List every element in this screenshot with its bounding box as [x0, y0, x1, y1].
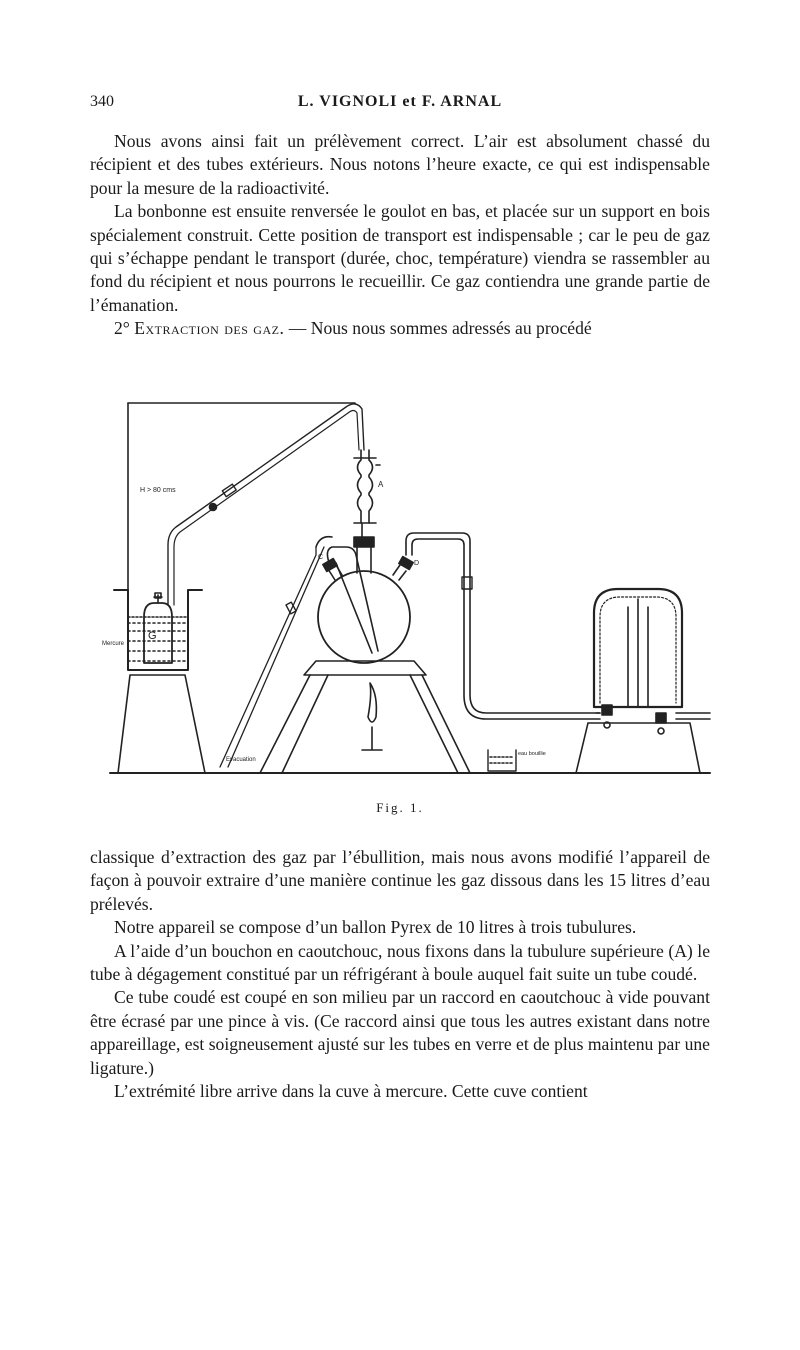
evacuation-tube	[220, 547, 324, 767]
right-stand	[576, 723, 700, 773]
section-number: 2°	[114, 318, 130, 339]
label-evacuation: Evacuation	[226, 757, 256, 763]
label-c: C	[318, 554, 324, 561]
apparatus-drawing	[102, 395, 720, 780]
burner-flame	[368, 683, 376, 722]
paragraph: Nous avons ainsi fait un prélèvement correct. L’air est absolument chassé du récipient et des tubes extérieurs. Nous notons l’heure exacte, ce qui est indispensable pour la mesure de la radioactivité.	[90, 131, 710, 198]
connecting-tube	[406, 533, 600, 713]
figure-caption: Fig. 1.	[376, 800, 424, 815]
text-block-top	[90, 130, 710, 341]
bulb-condenser	[358, 450, 373, 523]
paragraph: L’extrémité libre arrive dans la cuve à mercure. Cette cuve contient	[114, 1081, 588, 1102]
running-title: L. VIGNOLI et F. ARNAL	[297, 93, 503, 110]
section-text: — Nous nous sommes adressés au procédé	[284, 318, 592, 339]
boiled-water-vessel	[488, 750, 516, 771]
paragraph: La bonbonne est ensuite renversée le goulot en bas, et placée sur un support en bois spécialement construit. Cette position de transport est indispensable ; car le peu de gaz qui s’échappe pendant le transport (durée, choc, température) viendra se rassembler au fond du récipient et nous pourrons le recueillir. Ce gaz contiendra une grande partie de l’émanation.	[90, 201, 710, 315]
label-a: A	[378, 480, 384, 489]
flask	[318, 571, 410, 663]
page-number: 340	[90, 93, 114, 110]
section-heading: Extraction des gaz.	[134, 318, 285, 339]
paragraph: Notre appareil se compose d’un ballon Pyrex de 10 litres à trois tubulures.	[114, 917, 637, 938]
page-header	[90, 93, 710, 117]
paragraph: A l’aide d’un bouchon en caoutchouc, nous fixons dans la tubulure supérieure (A) le tube à dégagement constitué par un réfrigérant à boule auquel fait suite un tube coudé.	[90, 940, 710, 985]
label-d: D	[414, 560, 420, 567]
apparatus-figure	[102, 395, 720, 780]
left-stand	[118, 675, 205, 773]
delivery-tube	[168, 404, 364, 605]
label-g: G	[148, 630, 157, 642]
label-height: H > 80 cms	[140, 487, 176, 494]
label-eau-bouillie: eau bouillie	[518, 751, 546, 757]
paragraph: Ce tube coudé est coupé en son milieu par un raccord en caoutchouc à vide pouvant être écrasé par une pince à vis. (Ce raccord ainsi que tous les autres existant dans notre appareillage, est soigneusement ajusté sur les tubes en verre et de plus maintenu par une ligature.)	[90, 987, 710, 1078]
paragraph: classique d’extraction des gaz par l’ébullition, mais nous avons modifié l’appareil de façon à pouvoir extraire d’une manière continue les gaz dissous dans les 15 litres d’eau prélevés.	[90, 847, 710, 914]
text-block-bottom	[90, 846, 710, 1103]
label-mercure: Mercure	[102, 641, 125, 647]
section-paragraph	[90, 317, 710, 340]
